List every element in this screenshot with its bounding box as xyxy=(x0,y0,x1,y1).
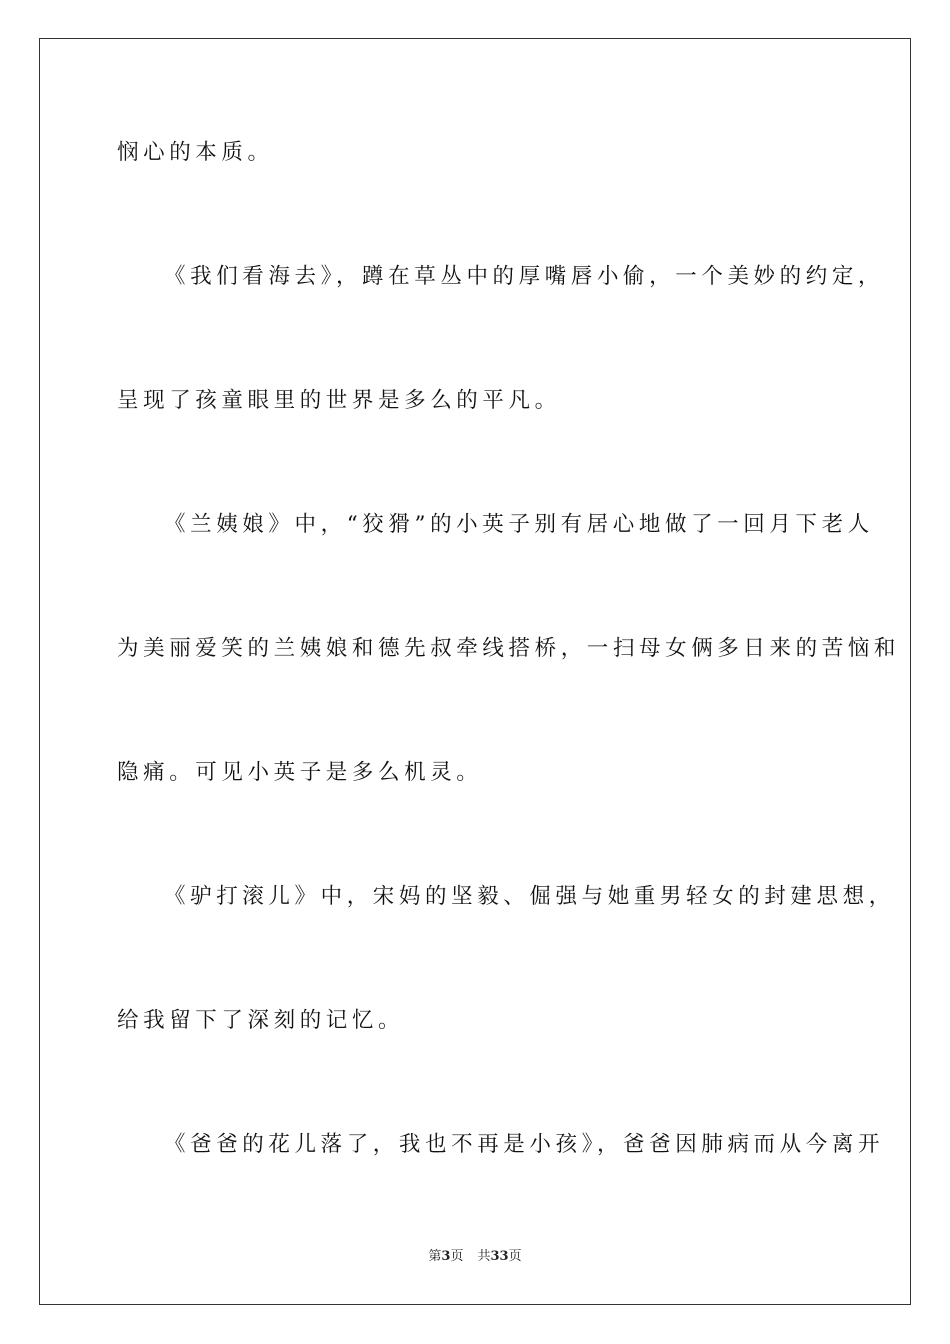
text-line: 为美丽爱笑的兰姨娘和德先叔牵线搭桥，一扫母女俩多日来的苦恼和 xyxy=(117,636,901,661)
page-border xyxy=(39,38,911,1305)
text-line: 《驴打滚儿》中，宋妈的坚毅、倔强与她重男轻女的封建思想， xyxy=(164,884,895,909)
text-line: 悯心的本质。 xyxy=(117,140,274,165)
page-footer xyxy=(0,1245,950,1264)
page-total: 33 xyxy=(490,1249,509,1264)
text-line: 呈现了孩童眼里的世界是多么的平凡。 xyxy=(117,388,561,413)
page-current: 3 xyxy=(441,1249,451,1264)
text-line: 给我留下了深刻的记忆。 xyxy=(117,1008,405,1033)
total-unit: 页 xyxy=(508,1249,522,1264)
text-line: 《我们看海去》，蹲在草丛中的厚嘴唇小偷，一个美妙的约定， xyxy=(164,264,885,289)
total-prefix: 共 xyxy=(477,1249,491,1264)
text-line: 隐痛。可见小英子是多么机灵。 xyxy=(117,760,483,785)
page-prefix: 第 xyxy=(428,1249,442,1264)
text-line: 《爸爸的花儿落了，我也不再是小孩》，爸爸因肺病而从今离开 xyxy=(164,1132,885,1157)
text-line: 《兰姨娘》中，“狡猾”的小英子别有居心地做了一回月下老人 xyxy=(164,512,874,537)
page-unit: 页 xyxy=(450,1249,464,1264)
